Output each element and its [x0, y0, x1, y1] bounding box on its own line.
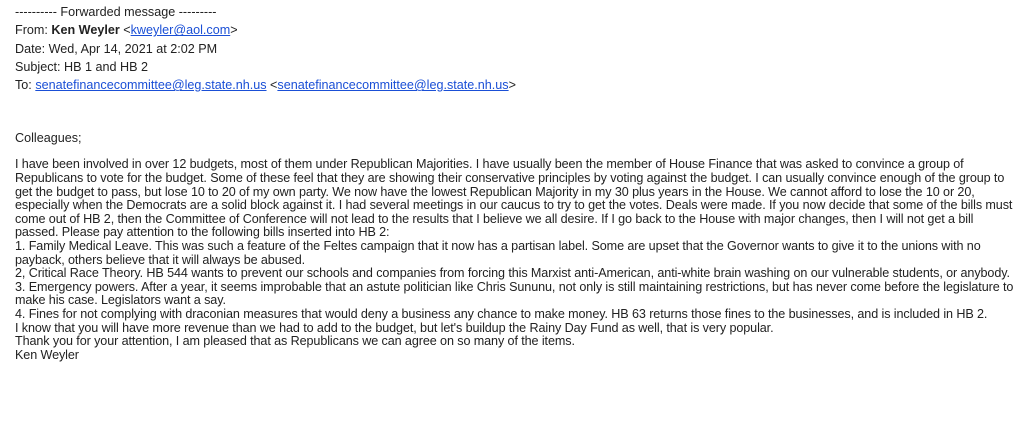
list-item: 4. Fines for not complying with draconian measures that would deny a business any chance to make money. HB 63 returns those fines to the businesses, and is included in HB 2. [15, 307, 988, 322]
list-item: 2, Critical Race Theory. HB 544 wants to prevent our schools and companies from forcing this Marxist anti-American, anti-white brain washing on our vulnerable students, or anybody. [15, 266, 1010, 281]
subject-label: Subject: [15, 59, 65, 74]
sender-email-link[interactable]: kweyler@aol.com [130, 23, 231, 38]
email-body [15, 158, 1019, 362]
date-line [15, 40, 1019, 58]
body-line: Thank you for your attention, I am pleased that as Republicans we can agree on so many of the items. [15, 334, 575, 349]
from-label: From: [15, 23, 52, 38]
to-label: To: [15, 78, 36, 93]
forwarded-message-marker: ---------- Forwarded message --------- [15, 5, 217, 19]
greeting: Colleagues; [15, 131, 82, 146]
list-item: 3. Emergency powers. After a year, it seems improbable that an astute politician like Chris Sununu, not only is still maintaining restrictions, but has never come before the legislature to make his case. Legislators want a say. [15, 279, 1014, 308]
recipient-display-link[interactable]: senatefinancecommittee@leg.state.nh.us [35, 78, 267, 93]
subject-line [15, 58, 1019, 76]
recipient-email-link[interactable]: senatefinancecommittee@leg.state.nh.us [277, 78, 509, 93]
spacer [15, 94, 1019, 130]
to-line: To: senatefinancecommittee@leg.state.nh.us <senatefinancecommittee@leg.state.nh.us> [15, 78, 516, 93]
body-paragraph: I have been involved in over 12 budgets, most of them under Republican Majorities. I have usually been the member of House Finance that was asked to convince a group of Republicans to vote for the budget. Some of these feel that they are showing their conservative principles by voting against the budget. I can usually convince enough of the group to get the budget to pass, but lose 10 to 20 of my own party. We now have the lowest Republican Majority in my 30 plus years in the House. We cannot afford to lose the 10 or 20, especially when the Democrats are a solid block against it. I had several meetings in our caucus to try to get the votes. Deals were made. If you now decide that some of the bills must come out of HB 2, then the Committee of Conference will not lead to the results that I believe we all desire. If I go back to the House with major changes, then I will not get a bill passed. Please pay attention to the following bills inserted into HB 2: [15, 157, 1013, 240]
email-message [15, 3, 1019, 362]
date-value: Wed, Apr 14, 2021 at 2:02 PM [48, 41, 218, 56]
subject-value: HB 1 and HB 2 [64, 59, 149, 74]
signature: Ken Weyler [15, 347, 79, 362]
sender-name: Ken Weyler [51, 23, 120, 38]
from-line: From: Ken Weyler <kweyler@aol.com> [15, 23, 238, 38]
body-line: I know that you will have more revenue than we had to add to the budget, but let's buildup the Rainy Day Fund as well, that is very popular. [15, 320, 774, 335]
list-item: 1. Family Medical Leave. This was such a feature of the Feltes campaign that it now has a partisan label. Some are upset that the Governor wants to give it to the unions with no payback, others believe that it will always be abused. [15, 239, 981, 267]
date-label: Date: [15, 41, 49, 56]
